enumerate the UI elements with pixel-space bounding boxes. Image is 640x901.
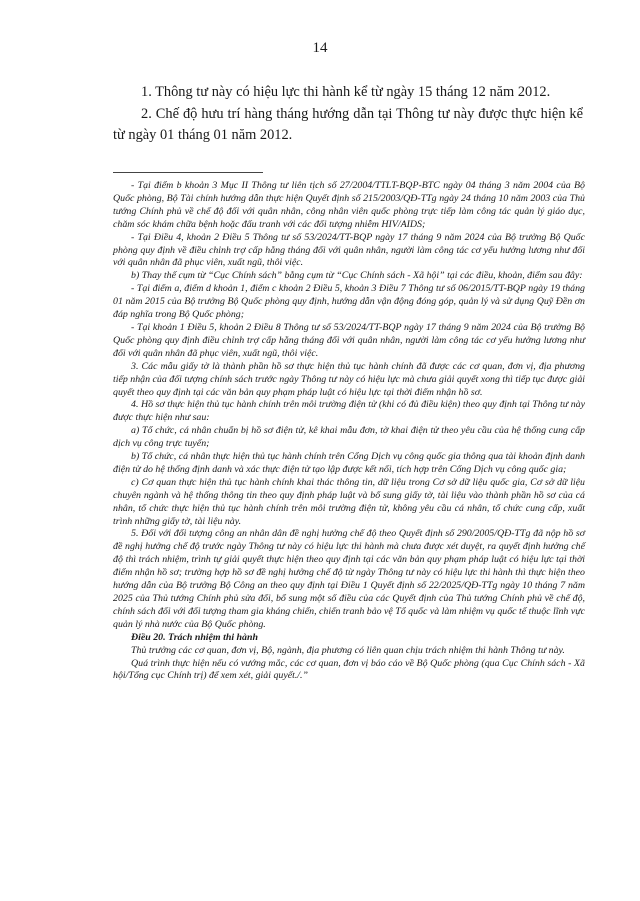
footnote-separator <box>113 172 263 173</box>
footnote-block <box>113 180 585 683</box>
page-number: 14 <box>312 40 328 56</box>
footnote-paragraph: - Tại điểm a, điểm d khoản 1, điểm c khoản 2 Điều 5, khoản 3 Điều 7 Thông tư số 06/2015/TT-BQP ngày 19 tháng 01 năm 2015 của Bộ trưởng Bộ Quốc phòng quy định, hướng dẫn vận động đóng góp, quản lý và sử dụng Quỹ Đền ơn đáp nghĩa trong Bộ Quốc phòng; <box>113 283 585 321</box>
footnote-paragraph: Thủ trưởng các cơ quan, đơn vị, Bộ, ngành, địa phương có liên quan chịu trách nhiệm thi hành Thông tư này. <box>131 644 565 656</box>
footnote-paragraph: 3. Các mẫu giấy tờ là thành phần hồ sơ thực hiện thủ tục hành chính đã được các cơ quan, đơn vị, địa phương tiếp nhận của đối tượng chính sách trước ngày Thông tư này có hiệu lực mà chưa giải quyết xong thì tiếp tục được giải quyết theo quy định tại các văn bản quy phạm pháp luật có hiệu lực tại thời điểm nhận hồ sơ. <box>113 360 585 398</box>
main-paragraph-pension-regime: 2. Chế độ hưu trí hàng tháng hướng dẫn tại Thông tư này được thực hiện kể từ ngày 01 tháng 01 năm 2012. <box>113 106 583 143</box>
main-paragraph-effective-date: 1. Thông tư này có hiệu lực thi hành kể từ ngày 15 tháng 12 năm 2012. <box>141 84 551 100</box>
footnote-paragraph: c) Cơ quan thực hiện thủ tục hành chính khai thác thông tin, dữ liệu trong Cơ sở dữ liệu quốc gia, Cơ sở dữ liệu chuyên ngành và hệ thống thông tin theo quy định pháp luật và bổ sung giấy tờ, tài liệu vào thành phần hồ sơ của cá nhân, tổ chức thực hiện thủ tục hành chính trên môi trường điện tử, không yêu cầu cá nhân, tổ chức cung cấp, xuất trình những giấy tờ, tài liệu này. <box>113 476 585 527</box>
footnote-paragraph: b) Thay thế cụm từ “Cục Chính sách” bằng cụm từ “Cục Chính sách - Xã hội” tại các điều, khoản, điểm sau đây: <box>131 270 583 282</box>
footnote-paragraph: 4. Hồ sơ thực hiện thủ tục hành chính trên môi trường điện tử (khi có đủ điều kiện) theo quy định tại Thông tư này được thực hiện như sau: <box>113 399 585 424</box>
footnote-paragraph: Quá trình thực hiện nếu có vướng mắc, các cơ quan, đơn vị báo cáo về Bộ Quốc phòng (qua Cục Chính sách - Xã hội/Tổng cục Chính trị) để xem xét, giải quyết./.” <box>113 657 585 682</box>
footnote-paragraph: a) Tổ chức, cá nhân chuẩn bị hồ sơ điện tử, kê khai mẫu đơn, tờ khai điện tử theo yêu cầu của hệ thống cung cấp dịch vụ công trực tuyến; <box>113 425 585 450</box>
article-20-heading: Điều 20. Trách nhiệm thi hành <box>131 631 258 643</box>
footnote-paragraph: - Tại khoản 1 Điều 5, khoản 2 Điều 8 Thông tư số 53/2024/TT-BQP ngày 17 tháng 9 năm 2024 của Bộ trưởng Bộ Quốc phòng quy định điều chỉnh trợ cấp hằng tháng đối với quân nhân, người làm công tác cơ yếu hưởng lương như đối với quân nhân đã phục viên, xuất ngũ, thôi việc. <box>113 321 585 359</box>
footnote-paragraph: - Tại Điều 4, khoản 2 Điều 5 Thông tư số 53/2024/TT-BQP ngày 17 tháng 9 năm 2024 của Bộ trưởng Bộ Quốc phòng quy định về điều chỉnh trợ cấp hằng tháng đối với quân nhân, người làm công tác cơ yếu hưởng lương như đối với quân nhân đã phục viên, xuất ngũ, thôi việc. <box>113 231 585 269</box>
footnote-paragraph: 5. Đối với đối tượng công an nhân dân đề nghị hưởng chế độ theo Quyết định số 290/2005/QĐ-TTg đã nộp hồ sơ đề nghị hưởng chế độ trước ngày Thông tư này có hiệu lực thi hành mà chưa được xét duyệt, ra quyết định hưởng chế độ thì trách nhiệm, trình tự giải quyết thực hiện theo quy định tại các văn bản quy phạm pháp luật có hiệu lực tại thời điểm nhận hồ sơ; trường hợp hồ sơ đề nghị hưởng chế độ từ ngày Thông tư này có hiệu lực thi hành thì thực hiện theo hướng dẫn của Bộ trưởng Bộ Công an theo quy định tại Điều 1 Quyết định số 22/2025/QĐ-TTg ngày 10 tháng 7 năm 2025 của Thủ tướng Chính phủ sửa đổi, bổ sung một số điều của các Quyết định của Thủ tướng Chính phủ về chế độ, chính sách đối với đối tượng tham gia kháng chiến, chiến tranh bảo vệ Tổ quốc và làm nhiệm vụ quốc tế thuộc lĩnh vực quản lý nhà nước của Bộ Quốc phòng. <box>113 528 585 630</box>
footnote-paragraph: b) Tổ chức, cá nhân thực hiện thủ tục hành chính trên Cổng Dịch vụ công quốc gia thông qua tài khoản định danh điện tử do hệ thống định danh và xác thực điện tử tạo lập được kết nối, tích hợp trên Cổng Dịch vụ công quốc gia; <box>113 451 585 475</box>
footnote-paragraph: - Tại điểm b khoản 3 Mục II Thông tư liên tịch số 27/2004/TTLT-BQP-BTC ngày 04 tháng 3 năm 2004 của Bộ Quốc phòng, Bộ Tài chính hướng dẫn thực hiện Quyết định số 215/2003/QĐ-TTg ngày 24 tháng 10 năm 2003 của Thủ tướng Chính phủ về chế độ đối với quân nhân, công nhân viên quốc phòng trực tiếp làm công tác quản lý giáo dục, chăm sóc khám chữa bệnh hoặc đấu tranh với các đối tượng nhiễm HIV/AIDS; <box>113 180 585 230</box>
